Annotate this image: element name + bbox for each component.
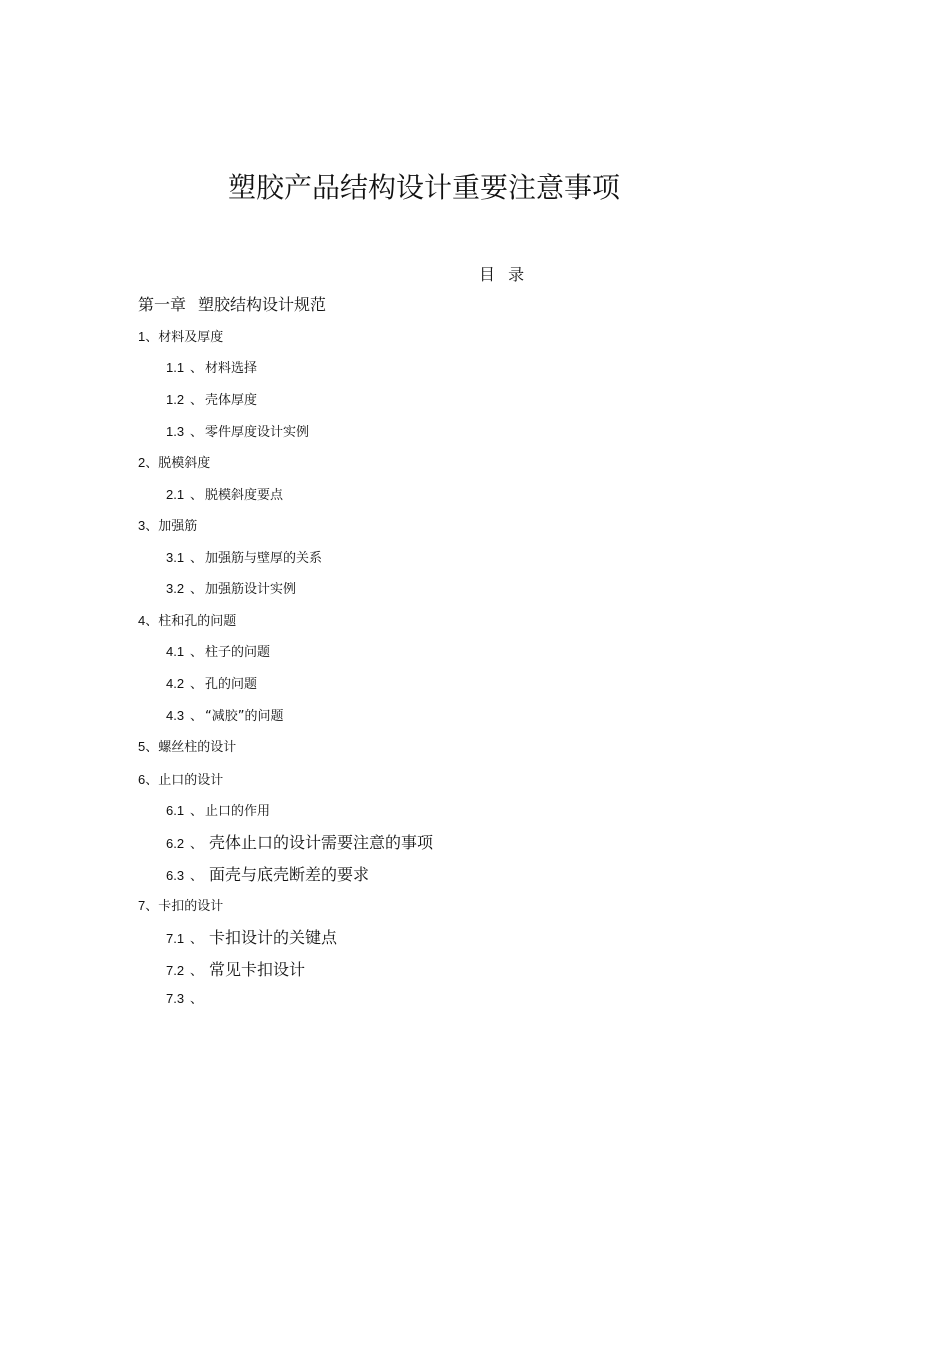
toc-separator: 、 [145, 519, 159, 534]
document-title: 塑胶产品结构设计重要注意事项 [228, 171, 621, 204]
toc-number: 6 [138, 772, 146, 787]
toc-chapter-text: 塑胶结构设计规范 [198, 295, 327, 314]
toc-separator: 、 [190, 869, 204, 884]
toc-text: 脱模斜度 [158, 456, 211, 471]
toc-number: 5 [138, 739, 146, 754]
toc-number: 7.2 [166, 963, 185, 978]
toc-number: 1.2 [166, 392, 185, 407]
toc-number: 1 [138, 329, 146, 344]
toc-number: 4 [138, 613, 146, 628]
toc-separator: 、 [190, 551, 204, 566]
toc-text: 柱子的问题 [205, 645, 271, 660]
toc-section-1[interactable] [138, 330, 223, 344]
toc-text: 材料及厚度 [158, 330, 224, 345]
toc-number: 3 [138, 518, 146, 533]
toc-separator: 、 [145, 899, 159, 914]
toc-text: 卡扣的设计 [158, 899, 224, 914]
toc-text: 壳体止口的设计需要注意的事项 [209, 833, 434, 852]
toc-number: 7.1 [166, 931, 185, 946]
toc-text: 脱模斜度要点 [205, 488, 284, 503]
toc-section-4[interactable] [138, 614, 236, 628]
toc-separator: 、 [190, 393, 204, 408]
toc-number: 2.1 [166, 487, 185, 502]
toc-separator: 、 [190, 992, 204, 1007]
toc-number: 7 [138, 898, 146, 913]
toc-number: 6.1 [166, 803, 185, 818]
toc-subsection-1-1[interactable] [166, 361, 257, 375]
toc-separator: 、 [145, 456, 159, 471]
toc-section-5[interactable] [138, 740, 236, 754]
toc-subsection-6-3[interactable] [166, 867, 369, 883]
toc-separator: 、 [190, 932, 204, 947]
toc-number: 4.3 [166, 708, 185, 723]
toc-text: 卡扣设计的关键点 [209, 928, 338, 947]
toc-subsection-4-2[interactable] [166, 677, 257, 691]
toc-number: 4.1 [166, 644, 185, 659]
toc-separator: 、 [190, 488, 204, 503]
toc-text: 螺丝柱的设计 [158, 740, 237, 755]
toc-text: 加强筋设计实例 [205, 582, 297, 597]
toc-separator: 、 [190, 361, 204, 376]
toc-number: 6.2 [166, 836, 185, 851]
toc-separator: 、 [190, 804, 204, 819]
toc-subsection-7-3[interactable] [166, 992, 205, 1006]
toc-section-6[interactable] [138, 773, 223, 787]
toc-heading: 目 录 [479, 265, 526, 284]
toc-separator: 、 [190, 677, 204, 692]
toc-text: 孔的问题 [205, 677, 258, 692]
toc-subsection-4-1[interactable] [166, 645, 270, 659]
toc-separator: 、 [190, 837, 204, 852]
toc-number: 6.3 [166, 868, 185, 883]
toc-subsection-4-3[interactable] [166, 709, 284, 723]
toc-number: 3.1 [166, 550, 185, 565]
toc-number: 3.2 [166, 581, 185, 596]
toc-number: 1.1 [166, 360, 185, 375]
toc-text: 柱和孔的问题 [158, 614, 237, 629]
toc-separator: 、 [145, 614, 159, 629]
toc-number: 1.3 [166, 424, 185, 439]
toc-separator: 、 [190, 425, 204, 440]
toc-section-2[interactable] [138, 456, 210, 470]
toc-chapter[interactable] [138, 297, 326, 313]
toc-text: 材料选择 [205, 361, 258, 376]
toc-text: 止口的设计 [158, 773, 224, 788]
toc-subsection-3-2[interactable] [166, 582, 296, 596]
toc-number: 7.3 [166, 991, 185, 1006]
toc-chapter-label: 第一章 [138, 295, 187, 314]
toc-subsection-1-3[interactable] [166, 425, 309, 439]
toc-section-3[interactable] [138, 519, 197, 533]
toc-separator: 、 [190, 964, 204, 979]
toc-text: 加强筋 [158, 519, 198, 534]
toc-separator: 、 [190, 709, 204, 724]
toc-separator: 、 [190, 645, 204, 660]
toc-separator: 、 [190, 582, 204, 597]
toc-text: 壳体厚度 [205, 393, 258, 408]
toc-separator: 、 [145, 740, 159, 755]
toc-subsection-3-1[interactable] [166, 551, 322, 565]
toc-text: “减胶”的问题 [205, 709, 284, 724]
toc-separator: 、 [145, 330, 159, 345]
toc-subsection-7-2[interactable] [166, 962, 305, 978]
toc-subsection-2-1[interactable] [166, 488, 283, 502]
toc-text: 常见卡扣设计 [209, 960, 306, 979]
toc-text: 加强筋与壁厚的关系 [205, 551, 323, 566]
toc-section-7[interactable] [138, 899, 223, 913]
toc-text: 面壳与底壳断差的要求 [209, 865, 370, 884]
toc-separator: 、 [145, 773, 159, 788]
toc-number: 4.2 [166, 676, 185, 691]
toc-subsection-7-1[interactable] [166, 930, 337, 946]
toc-subsection-6-2[interactable] [166, 835, 433, 851]
toc-subsection-1-2[interactable] [166, 393, 257, 407]
toc-text: 止口的作用 [205, 804, 271, 819]
toc-number: 2 [138, 455, 146, 470]
toc-text: 零件厚度设计实例 [205, 425, 310, 440]
toc-subsection-6-1[interactable] [166, 804, 270, 818]
